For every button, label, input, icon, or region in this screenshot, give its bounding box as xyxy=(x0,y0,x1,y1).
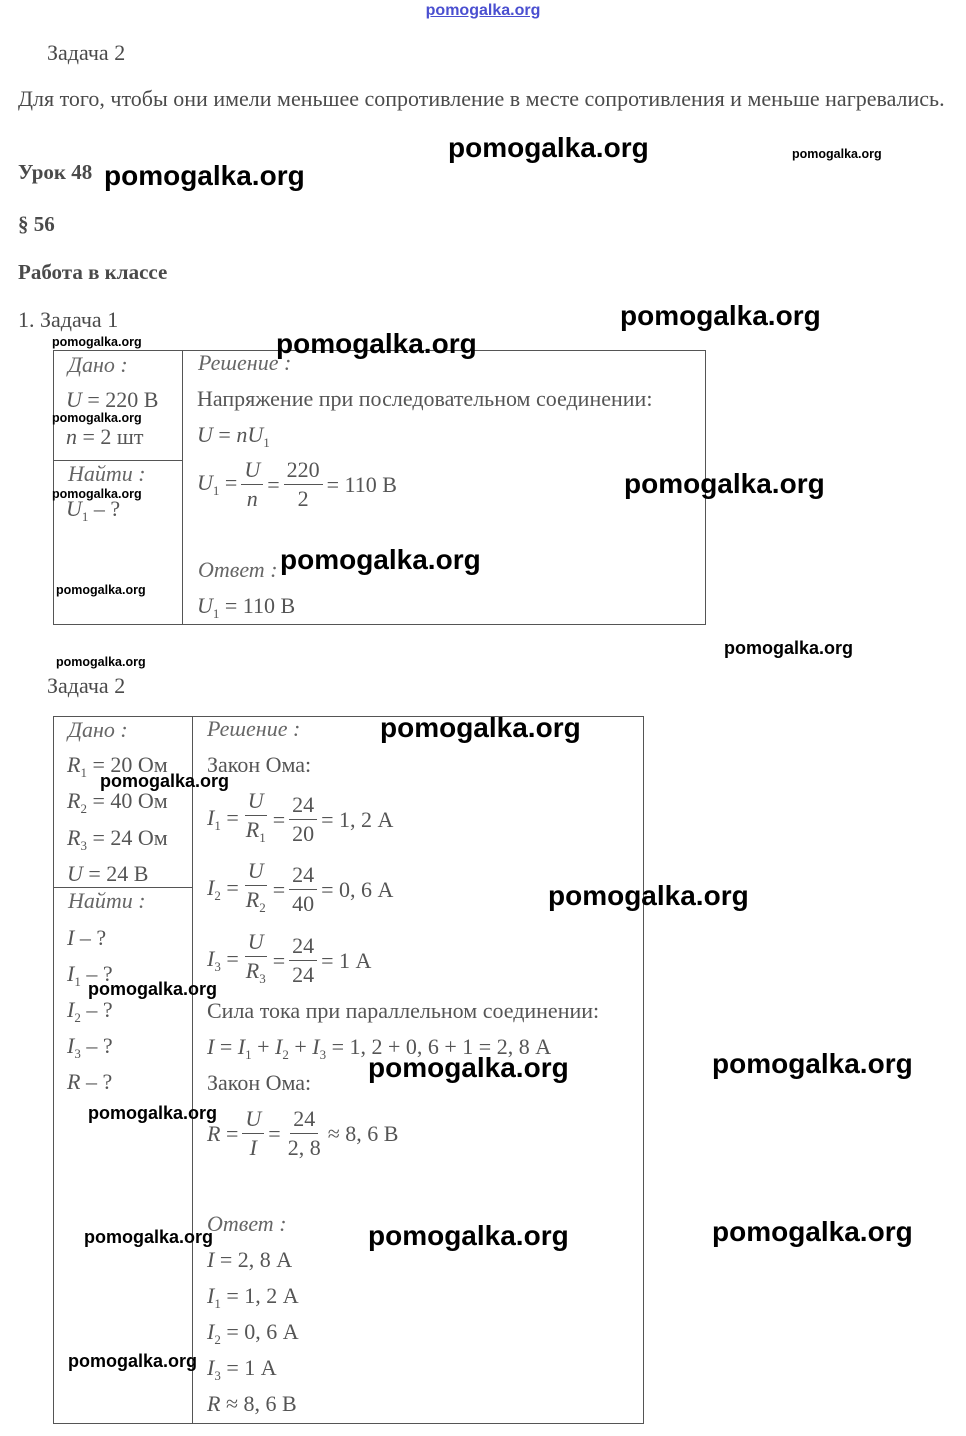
task1-title: 1. Задача 1 xyxy=(18,307,119,332)
watermark: pomogalka.org xyxy=(68,1351,198,1371)
watermark: pomogalka.org xyxy=(52,487,142,501)
task1-line1: Напряжение при последовательном соединении: xyxy=(197,386,653,411)
watermark: pomogalka.org xyxy=(100,771,230,791)
task2-ohm-law2: Закон Ома: xyxy=(207,1070,312,1095)
task2-divider xyxy=(192,716,193,1423)
task2-find-i3: $I_3$ – ? xyxy=(67,1033,113,1061)
task2-formula-i3: $I_3$ = $\frac{U}{R_3}$ = $\frac{24}{24}$ = 1 А xyxy=(207,929,372,987)
task2-solution-label: Решение : xyxy=(207,716,301,741)
watermark: pomogalka.org xyxy=(56,655,146,669)
task1-given-n: n = 2 шт xyxy=(66,424,144,449)
task2-find-i2: $I_2$ – ? xyxy=(67,997,113,1025)
watermark: pomogalka.org xyxy=(104,160,305,191)
task1-given-u: U = 220 В xyxy=(66,387,159,412)
task2-find-label: Найти : xyxy=(68,888,146,913)
task1-find-label: Найти : xyxy=(68,461,146,486)
task2-formula-r: R = $\frac{U}{I}$ = $\frac{24}{2, 8}$ ≈ 8, 6 В xyxy=(207,1106,399,1160)
task2-given-label: Дано : xyxy=(68,717,128,742)
prev-task-title: Задача 2 xyxy=(47,40,126,65)
task2-answer-label: Ответ : xyxy=(207,1211,287,1236)
watermark: pomogalka.org xyxy=(52,411,142,425)
task1-formula2: $U_1$ = $\frac{U}{n}$ = $\frac{220}{2}$ = 110 В xyxy=(197,457,397,511)
task2-find-i: I – ? xyxy=(67,925,107,950)
site-link[interactable]: pomogalka.org xyxy=(425,2,541,19)
task1-divider xyxy=(182,350,183,624)
watermark: pomogalka.org xyxy=(52,335,142,349)
watermark: pomogalka.org xyxy=(548,880,749,911)
watermark: pomogalka.org xyxy=(276,328,477,359)
task2-answer-i2: $I_2 = 0$, 6 А xyxy=(207,1319,299,1347)
task1-find-u1: $U_1$ – ? xyxy=(66,496,121,524)
paragraph-heading: § 56 xyxy=(18,212,55,236)
watermark: pomogalka.org xyxy=(368,1052,569,1083)
watermark: pomogalka.org xyxy=(620,300,821,331)
task2-find-r: R – ? xyxy=(67,1069,113,1094)
task2-answer-i3: $I_3 = 1$ А xyxy=(207,1355,277,1383)
task2-ohm-law: Закон Ома: xyxy=(207,752,312,777)
watermark: pomogalka.org xyxy=(380,712,581,743)
watermark: pomogalka.org xyxy=(712,1216,913,1247)
section-heading: Работа в классе xyxy=(18,260,168,284)
watermark: pomogalka.org xyxy=(368,1220,569,1251)
task2-formula-i2: $I_2$ = $\frac{U}{R_2}$ = $\frac{24}{40}$ = 0, 6 А xyxy=(207,858,394,916)
task2-given-r1: $R_1 = 20$ Ом xyxy=(67,752,168,780)
watermark: pomogalka.org xyxy=(88,979,218,999)
task1-answer-label: Ответ : xyxy=(198,557,278,582)
task1-given-label: Дано : xyxy=(68,352,128,377)
watermark: pomogalka.org xyxy=(792,147,882,161)
task2-given-u: U = 24 В xyxy=(67,861,149,886)
task2-parallel-line: Сила тока при параллельном соединении: xyxy=(207,998,600,1023)
task2-given-r2: $R_2 = 40$ Ом xyxy=(67,788,168,816)
task2-answer-r: R ≈ 8, 6 В xyxy=(207,1391,297,1416)
task1-solution-label: Решение : xyxy=(198,350,292,375)
task1-answer: $U_1 = 110$ В xyxy=(197,593,296,621)
task2-formula-i1: $I_1$ = $\frac{U}{R_1}$ = $\frac{24}{20}$ = 1, 2 А xyxy=(207,788,394,846)
task1-formula1: $U = nU_1$ xyxy=(197,422,270,450)
watermark: pomogalka.org xyxy=(84,1227,214,1247)
prev-task-text: Для того, чтобы они имели меньшее сопротивление в месте сопротивления и меньше нагревались. xyxy=(18,86,945,111)
watermark: pomogalka.org xyxy=(712,1048,913,1079)
watermark: pomogalka.org xyxy=(724,638,854,658)
task2-answer-i1: $I_1 = 1$, 2 А xyxy=(207,1283,299,1311)
task2-title: Задача 2 xyxy=(47,673,126,698)
lesson-heading: Урок 48 xyxy=(18,160,93,184)
task2-answer-i: I = 2, 8 А xyxy=(207,1247,293,1272)
watermark: pomogalka.org xyxy=(624,468,825,499)
task2-given-r3: $R_3 = 24$ Ом xyxy=(67,825,168,853)
watermark: pomogalka.org xyxy=(56,583,146,597)
watermark: pomogalka.org xyxy=(448,132,649,163)
watermark: pomogalka.org xyxy=(88,1103,218,1123)
task2-sum-line: $I = I_1 + I_2 + I_3 = 1$, 2 + 0, 6 + 1 = 2, 8 А xyxy=(207,1034,552,1062)
task2-find-i1: $I_1$ – ? xyxy=(67,961,113,989)
watermark: pomogalka.org xyxy=(280,544,481,575)
